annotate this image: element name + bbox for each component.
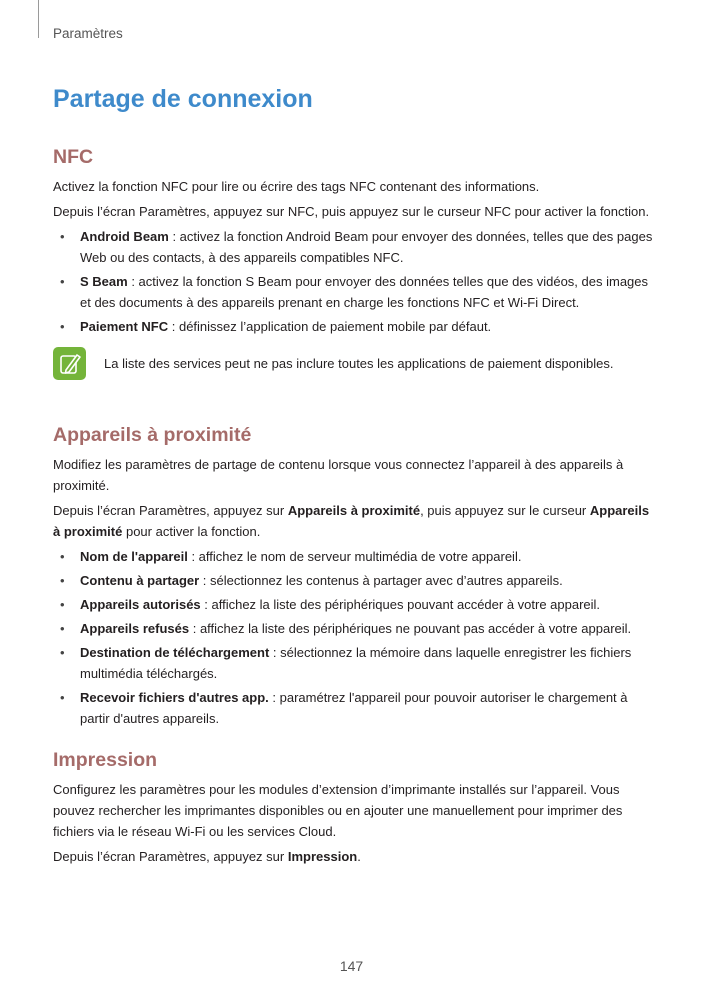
list-item: [53, 226, 655, 268]
nfc-heading: NFC: [53, 146, 94, 168]
nearby-devices-heading: Appareils à proximité: [53, 424, 252, 446]
option-term: Appareils refusés: [80, 621, 190, 636]
option-term: Recevoir fichiers d'autres app.: [80, 690, 269, 705]
list-item: [53, 618, 655, 639]
page-content: [53, 80, 655, 871]
nfc-options-list: [53, 226, 655, 337]
option-desc: : affichez la liste des périphériques ne pouvant pas accéder à votre appareil.: [189, 621, 632, 636]
nearby-devices-intro: Modifiez les paramètres de partage de contenu lorsque vous connectez l’appareil à des appareils à proximité.: [53, 457, 624, 493]
option-desc: : sélectionnez la mémoire dans laquelle enregistrer les fichiers multimédia téléchargés.: [80, 645, 632, 681]
printing-instructions: Depuis l’écran Paramètres, appuyez sur Impression.: [53, 849, 361, 864]
list-item: [53, 546, 655, 567]
option-desc: : sélectionnez les contenus à partager avec d’autres appareils.: [199, 573, 563, 588]
printing-intro: Configurez les paramètres pour les modules d’extension d’imprimante installés sur l’appareil. Vous pouvez rechercher les imprimantes disponibles ou en ajouter une manuellement pour imprimer des fichiers via le réseau Wi-Fi ou les services Cloud.: [53, 782, 623, 839]
option-term: Appareils autorisés: [80, 597, 201, 612]
note-pencil-icon: [53, 347, 86, 380]
page-title: Partage de connexion: [53, 85, 313, 113]
nearby-devices-section: [53, 420, 655, 729]
option-desc: : paramétrez l'appareil pour pouvoir autoriser le chargement à partir d'autres appareils.: [80, 690, 628, 726]
option-desc: : activez la fonction S Beam pour envoyer des données telles que des vidéos, des images et des documents à des appareils prenant en charge les fonctions NFC et Wi-Fi Direct.: [80, 274, 649, 310]
option-term: Android Beam: [80, 229, 169, 244]
option-desc: : affichez la liste des périphériques pouvant accéder à votre appareil.: [200, 597, 601, 612]
section-header: Paramètres: [53, 26, 123, 41]
option-term: Paiement NFC: [80, 319, 169, 334]
nfc-section: [53, 142, 655, 380]
nearby-devices-instructions: Depuis l’écran Paramètres, appuyez sur Appareils à proximité, puis appuyez sur le curseur Appareils à proximité pour activer la fonction.: [53, 503, 650, 539]
list-item: [53, 271, 655, 313]
header-divider: [38, 0, 39, 38]
option-term: Destination de téléchargement: [80, 645, 270, 660]
option-desc: : activez la fonction Android Beam pour envoyer des données, telles que des pages Web ou des contacts, à des appareils compatibles NFC.: [80, 229, 653, 265]
printing-section: [53, 745, 655, 867]
printing-heading: Impression: [53, 749, 158, 771]
option-term: Contenu à partager: [80, 573, 200, 588]
option-desc: : affichez le nom de serveur multimédia de votre appareil.: [187, 549, 522, 564]
nfc-instructions: Depuis l’écran Paramètres, appuyez sur NFC, puis appuyez sur le curseur NFC pour activer la fonction.: [53, 204, 650, 219]
option-term: Nom de l'appareil: [80, 549, 188, 564]
nearby-options-list: [53, 546, 655, 729]
nfc-intro: Activez la fonction NFC pour lire ou écrire des tags NFC contenant des informations.: [53, 179, 540, 194]
list-item: [53, 594, 655, 615]
list-item: [53, 687, 655, 729]
option-term: S Beam: [80, 274, 128, 289]
note-text: La liste des services peut ne pas inclure toutes les applications de paiement disponibles.: [104, 356, 614, 371]
note-box: [53, 347, 655, 380]
list-item: [53, 570, 655, 591]
list-item: [53, 642, 655, 684]
list-item: [53, 316, 655, 337]
option-desc: : définissez l’application de paiement mobile par défaut.: [168, 319, 492, 334]
page-number: 147: [339, 958, 364, 974]
